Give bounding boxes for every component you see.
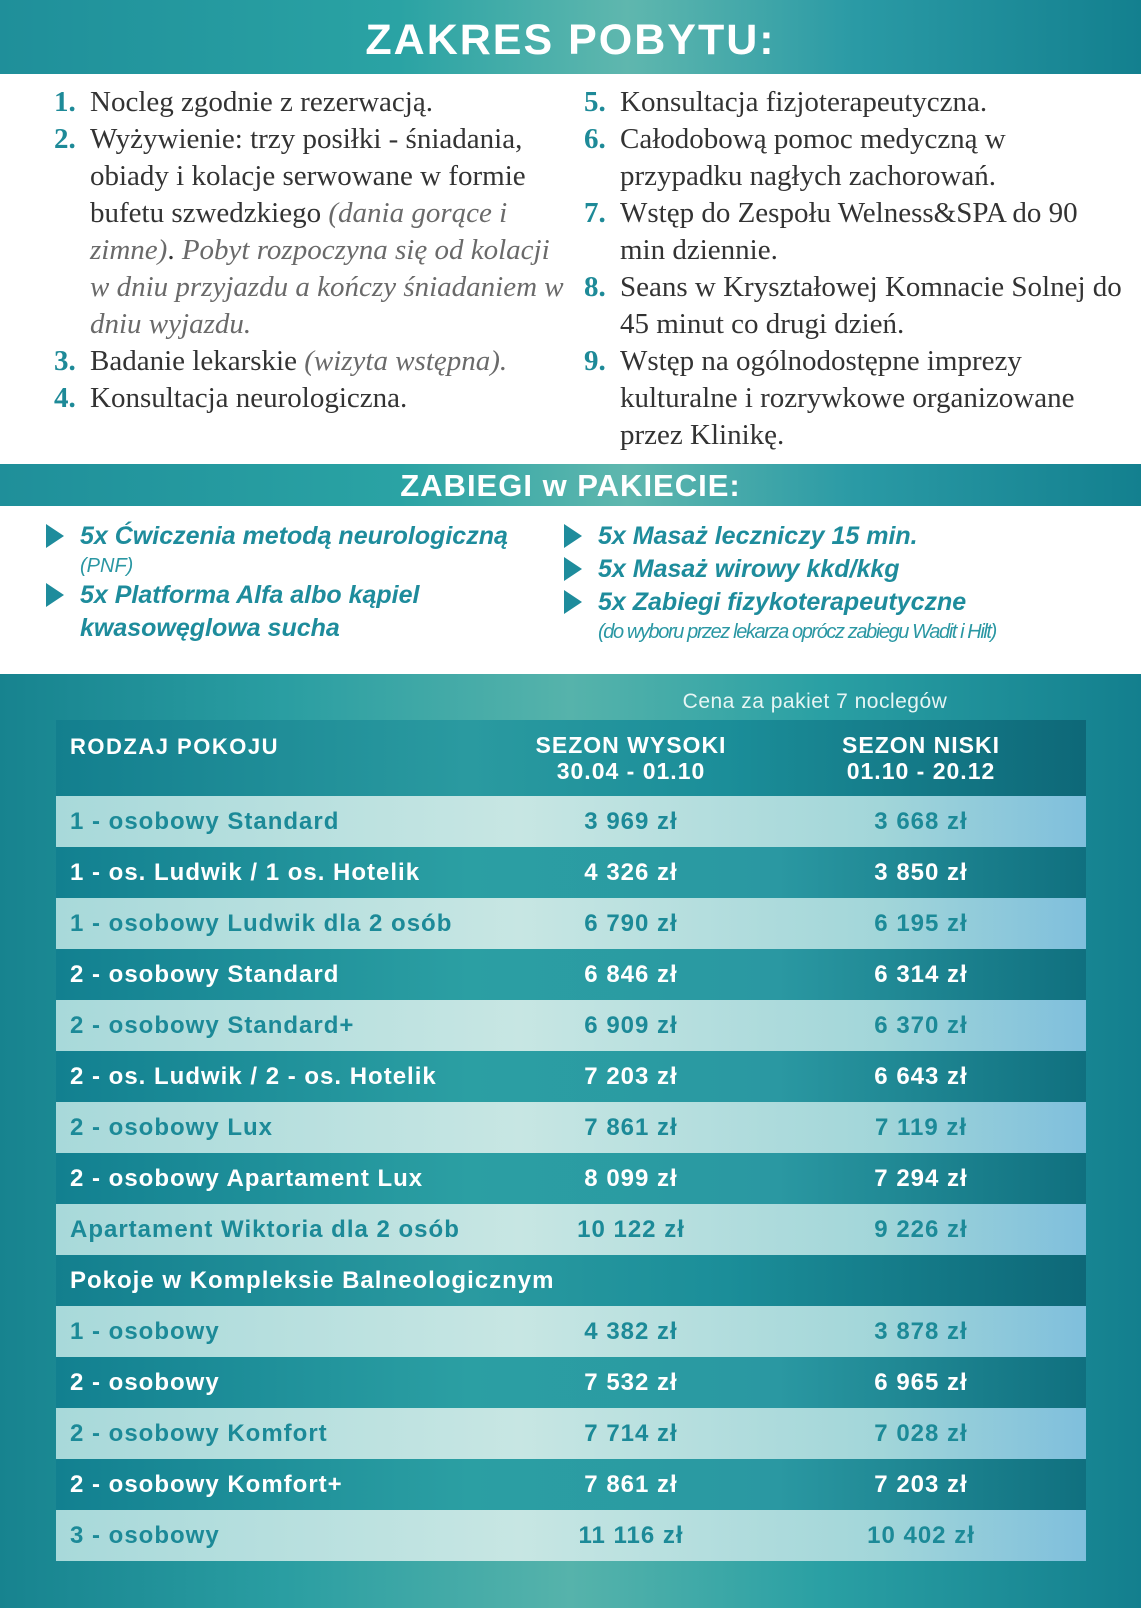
scope-item-number: 2. (54, 123, 76, 155)
scope-item (584, 269, 1124, 343)
table-row (56, 898, 1086, 949)
scope-list-right (584, 84, 1124, 454)
table-row (56, 1357, 1086, 1408)
room-type-cell: 2 - osobowy Lux (70, 1113, 274, 1141)
high-season-price-cell: 4 326 zł (584, 858, 678, 886)
treatment-item (46, 520, 566, 553)
table-row (56, 949, 1086, 1000)
low-season-dates: 01.10 - 20.12 (846, 758, 996, 784)
scope-item (584, 84, 1124, 121)
high-season-price-cell: 7 861 zł (584, 1113, 678, 1141)
scope-item-text: Badanie lekarskie (90, 345, 305, 377)
low-season-price-cell: 7 028 zł (874, 1419, 968, 1447)
treatment-label: 5x Platforma Alfa albo kąpiel kwasowęglowa sucha (80, 581, 420, 642)
high-season-price-cell: 11 116 zł (578, 1521, 684, 1549)
low-season-price-cell: 3 850 zł (874, 858, 968, 886)
scope-item (584, 195, 1124, 269)
triangle-bullet-icon (564, 590, 582, 614)
scope-item-number: 9. (584, 345, 606, 377)
table-row (56, 1408, 1086, 1459)
high-season-price-cell: 7 714 zł (584, 1419, 678, 1447)
high-season-price-cell: 7 532 zł (584, 1368, 678, 1396)
treatments-list-right (564, 520, 1124, 645)
subheader-label: Pokoje w Kompleksie Balneologicznym (70, 1266, 555, 1294)
low-season-price-cell: 6 965 zł (874, 1368, 968, 1396)
scope-item (54, 380, 574, 417)
column-header-high-season (476, 732, 786, 784)
room-type-cell: 2 - osobowy Standard (70, 960, 340, 988)
table-row (56, 1510, 1086, 1561)
treatment-label: 5x Ćwiczenia metodą neurologiczną (80, 522, 508, 550)
table-row (56, 796, 1086, 847)
treatment-label: 5x Masaż wirowy kkd/kkg (598, 555, 900, 583)
table-row (56, 1204, 1086, 1255)
scope-item-number: 4. (54, 382, 76, 414)
scope-item (54, 121, 574, 343)
room-type-cell: 1 - os. Ludwik / 1 os. Hotelik (70, 858, 421, 886)
high-season-price-cell: 3 969 zł (584, 807, 678, 835)
high-season-price-cell: 4 382 zł (584, 1317, 678, 1345)
room-type-cell: Apartament Wiktoria dla 2 osób (70, 1215, 460, 1243)
scope-item-text: Wstęp na ogólnodostępne imprezy kulturalne i rozrywkowe organizowane przez Klinikę. (620, 345, 1075, 451)
scope-item-number: 3. (54, 345, 76, 377)
table-row (56, 1102, 1086, 1153)
treatment-label: 5x Zabiegi fizykoterapeutyczne (598, 588, 967, 616)
low-season-price-cell: 7 203 zł (874, 1470, 968, 1498)
room-type-cell: 1 - osobowy Ludwik dla 2 osób (70, 909, 453, 937)
low-season-price-cell: 6 195 zł (874, 909, 968, 937)
scope-item-text: (dania gorące i zimne) (90, 197, 508, 266)
triangle-bullet-icon (564, 524, 582, 548)
low-season-price-cell: 7 119 zł (874, 1113, 968, 1141)
table-row (56, 1000, 1086, 1051)
table-row (56, 1306, 1086, 1357)
scope-item-text: Wyżywienie: trzy posiłki - śniadania, obiady i kolacje serwowane w formie bufetu szwedzkiego (90, 123, 526, 229)
table-row (56, 847, 1086, 898)
table-row (56, 1051, 1086, 1102)
scope-item-number: 5. (584, 86, 606, 118)
column-header-room: RODZAJ POKOJU (70, 734, 279, 759)
triangle-bullet-icon (46, 583, 64, 607)
section-header-treatments: ZABIEGI w PAKIECIE: (0, 464, 1141, 506)
table-row (56, 1153, 1086, 1204)
scope-item-text: Konsultacja fizjoterapeutyczna. (620, 86, 988, 118)
low-season-price-cell: 3 668 zł (874, 807, 968, 835)
low-season-price-cell: 6 643 zł (874, 1062, 968, 1090)
triangle-bullet-icon (564, 557, 582, 581)
high-season-price-cell: 6 790 zł (584, 909, 678, 937)
high-season-price-cell: 8 099 zł (584, 1164, 678, 1192)
treatment-note: (do wyboru przez lekarza oprócz zabiegu Wadit i Hilt) (598, 621, 996, 643)
scope-item-text: Konsultacja neurologiczna. (90, 382, 408, 414)
scope-item-text: (wizyta wstępna). (304, 345, 508, 377)
table-subheader-row (56, 1255, 1086, 1306)
scope-item-number: 6. (584, 123, 606, 155)
treatment-item (564, 553, 1124, 586)
low-season-price-cell: 6 314 zł (874, 960, 968, 988)
high-season-price-cell: 6 909 zł (584, 1011, 678, 1039)
table-row (56, 1459, 1086, 1510)
scope-item-text: Pobyt rozpoczyna się od kolacji w dniu przyjazdu a kończy śniadaniem w dniu wyjazdu. (90, 234, 564, 340)
high-season-dates: 30.04 - 01.10 (556, 758, 706, 784)
scope-item (54, 84, 574, 121)
low-season-price-cell: 9 226 zł (874, 1215, 968, 1243)
low-season-price-cell: 10 402 zł (867, 1521, 975, 1549)
room-type-cell: 1 - osobowy Standard (70, 807, 340, 835)
scope-item-text: Nocleg zgodnie z rezerwacją. (90, 86, 433, 118)
room-type-cell: 1 - osobowy (70, 1317, 220, 1345)
scope-item (584, 343, 1124, 454)
room-type-cell: 2 - os. Ludwik / 2 - os. Hotelik (70, 1062, 437, 1090)
high-season-price-cell: 7 203 zł (584, 1062, 678, 1090)
scope-item-number: 7. (584, 197, 606, 229)
high-season-price-cell: 7 861 zł (584, 1470, 678, 1498)
scope-item (584, 121, 1124, 195)
scope-item-number: 1. (54, 86, 76, 118)
treatment-label: 5x Masaż leczniczy 15 min. (598, 522, 918, 550)
scope-item-text: . (167, 234, 182, 266)
low-season-price-cell: 3 878 zł (874, 1317, 968, 1345)
room-type-cell: 2 - osobowy Standard+ (70, 1011, 355, 1039)
treatment-note: (PNF) (80, 555, 134, 577)
scope-item-text: Całodobową pomoc medyczną w przypadku nagłych zachorowań. (620, 123, 1006, 192)
scope-item (54, 343, 574, 380)
triangle-bullet-icon (46, 524, 64, 548)
low-season-price-cell: 6 370 zł (874, 1011, 968, 1039)
high-season-label: SEZON WYSOKI (535, 732, 727, 758)
scope-item-text: Wstęp do Zespołu Welness&SPA do 90 min dziennie. (620, 197, 1078, 266)
treatment-item (46, 579, 566, 645)
high-season-price-cell: 6 846 zł (584, 960, 678, 988)
low-season-price-cell: 7 294 zł (874, 1164, 968, 1192)
column-header-low-season (806, 732, 1036, 784)
table-header-row (56, 720, 1086, 796)
room-type-cell: 2 - osobowy Komfort+ (70, 1470, 343, 1498)
section-header-scope: ZAKRES POBYTU: (0, 0, 1141, 74)
treatments-list-left (46, 520, 566, 645)
room-type-cell: 2 - osobowy Komfort (70, 1419, 328, 1447)
room-type-cell: 3 - osobowy (70, 1521, 220, 1549)
treatment-item (564, 520, 1124, 553)
room-type-cell: 2 - osobowy Apartament Lux (70, 1164, 424, 1192)
scope-item-text: Seans w Kryształowej Komnacie Solnej do 45 minut co drugi dzień. (620, 271, 1122, 340)
low-season-label: SEZON NISKI (842, 732, 1000, 758)
scope-item-number: 8. (584, 271, 606, 303)
treatment-item (564, 586, 1124, 619)
room-type-cell: 2 - osobowy (70, 1368, 220, 1396)
price-caption: Cena za pakiet 7 noclegów (682, 690, 948, 713)
price-table (56, 720, 1086, 1561)
high-season-price-cell: 10 122 zł (577, 1215, 685, 1243)
scope-list-left (54, 84, 574, 417)
